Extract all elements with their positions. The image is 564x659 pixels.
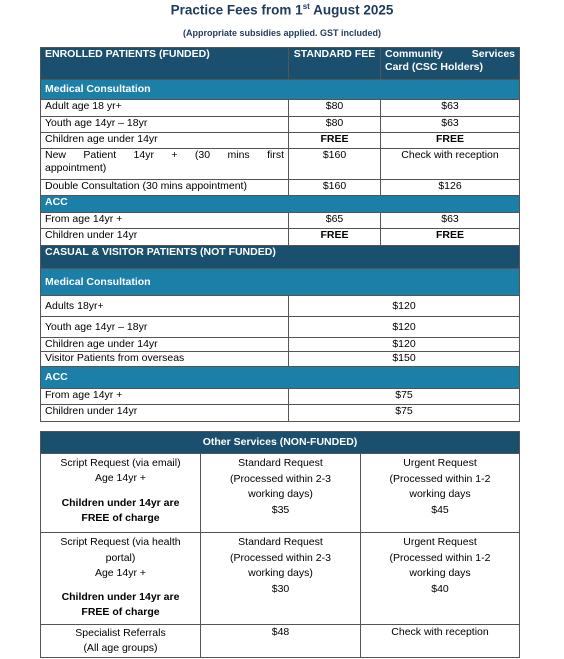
script-email-cell: Script Request (via email) Age 14yr + Children under 14yr are FREE of charge xyxy=(41,454,201,533)
table-row: Script Request (via email) Age 14yr + Children under 14yr are FREE of charge Standard Request (Processed within 2-3 working days) $35 Urgent Request (Processed within 1-2 working days $45 xyxy=(41,454,520,533)
table-row: New Patient 14yr + (30 mins first appointment) $160 Check with reception xyxy=(41,149,520,180)
table-row: Youth age 14yr – 18yr $120 xyxy=(41,317,520,338)
table-row: Double Consultation (30 mins appointment) $160 $126 xyxy=(41,180,520,196)
table-row: Visitor Patients from overseas $150 xyxy=(41,352,520,367)
csc-header: Community Services Card (CSC Holders) xyxy=(381,48,520,80)
other-services-table xyxy=(40,431,520,658)
table-row: Specialist Referrals (All age groups) $48 Check with reception xyxy=(41,625,520,658)
table-row: Children age under 14yr $120 xyxy=(41,338,520,352)
standard-fee-header: STANDARD FEE xyxy=(289,48,381,80)
funded-medical-section: Medical Consultation xyxy=(41,80,520,100)
casual-header: CASUAL & VISITOR PATIENTS (NOT FUNDED) xyxy=(41,246,520,269)
other-services-header: Other Services (NON-FUNDED) xyxy=(41,432,520,454)
page-title: Practice Fees from 1st August 2025 xyxy=(170,2,394,18)
table-row: Children age under 14yr FREE FREE xyxy=(41,133,520,149)
casual-acc-section: ACC xyxy=(41,367,520,389)
funded-header-row xyxy=(41,48,520,80)
funded-header: ENROLLED PATIENTS (FUNDED) xyxy=(41,48,289,80)
table-row: Youth age 14yr – 18yr $80 $63 xyxy=(41,117,520,133)
fees-table xyxy=(40,47,520,422)
script-portal-cell: Script Request (via health portal) Age 14yr + Children under 14yr are FREE of charge xyxy=(41,533,201,625)
table-row: Children under 14yr $75 xyxy=(41,405,520,422)
table-row: From age 14yr + $65 $63 xyxy=(41,213,520,229)
table-row: Children under 14yr FREE FREE xyxy=(41,229,520,246)
table-row: Script Request (via health portal) Age 14yr + Children under 14yr are FREE of charge Standard Request (Processed within 2-3 working days) $30 Urgent Request (Processed within 1-2 working days $40 xyxy=(41,533,520,625)
page-subtitle: (Appropriate subsidies applied. GST included) xyxy=(182,28,382,38)
casual-medical-section: Medical Consultation xyxy=(41,269,520,296)
table-row: Adults 18yr+ $120 xyxy=(41,296,520,317)
table-row: From age 14yr + $75 xyxy=(41,389,520,405)
funded-acc-section: ACC xyxy=(41,196,520,213)
table-row: Adult age 18 yr+ $80 $63 xyxy=(41,100,520,117)
